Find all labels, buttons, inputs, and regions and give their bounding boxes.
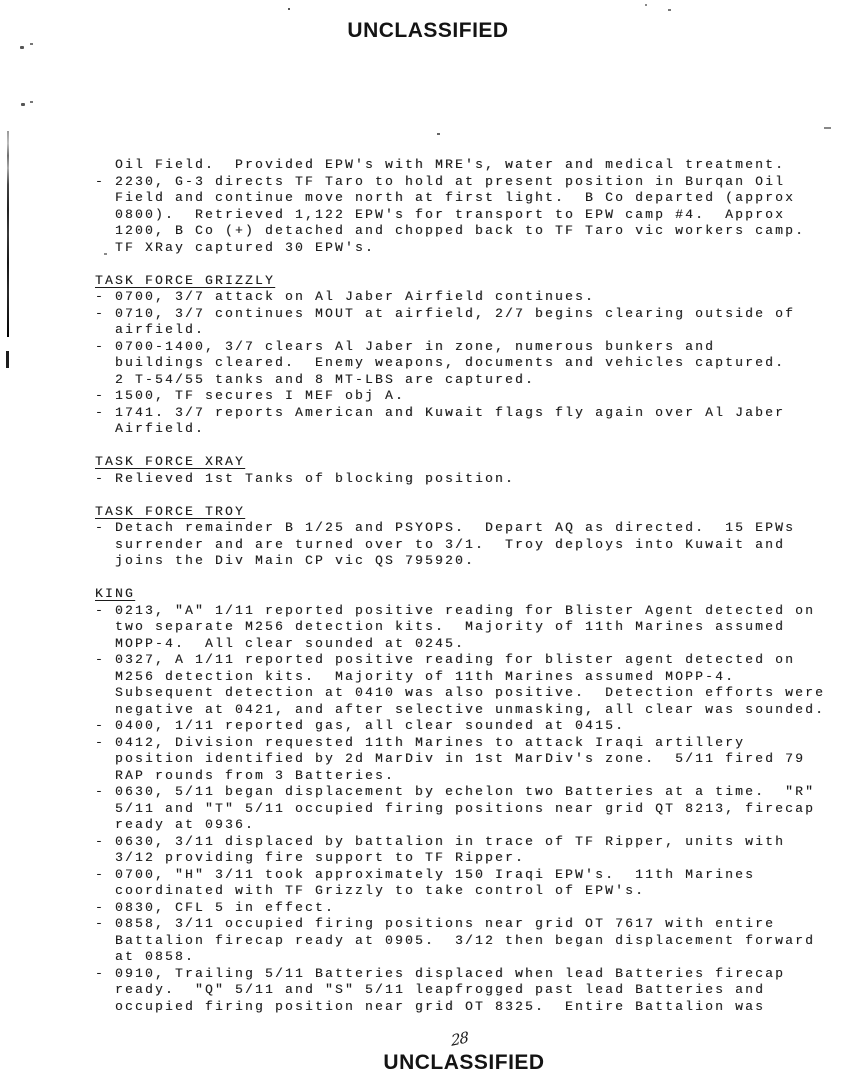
section-heading: TASK FORCE TROY bbox=[95, 503, 246, 519]
scan-artifact-dot bbox=[824, 127, 831, 129]
scan-artifact-dot bbox=[645, 4, 647, 6]
body-line: - 0630, 3/11 displaced by battalion in trace of TF Ripper, units with bbox=[95, 833, 786, 849]
body-line: - 1500, TF secures I MEF obj A. bbox=[95, 388, 406, 403]
body-line: - 1741. 3/7 reports American and Kuwait flags fly again over Al Jaber bbox=[95, 404, 786, 420]
body-line: airfield. bbox=[95, 322, 206, 337]
body-line: at 0858. bbox=[95, 949, 196, 964]
body-line: - 0400, 1/11 reported gas, all clear sounded at 0415. bbox=[95, 718, 626, 733]
scan-artifact-mark bbox=[6, 351, 9, 368]
body-line: MOPP-4. All clear sounded at 0245. bbox=[95, 635, 466, 651]
document-section bbox=[95, 454, 825, 487]
body-line: - 0710, 3/7 continues MOUT at airfield, 2/7 begins clearing outside of bbox=[95, 305, 796, 321]
document-section bbox=[95, 504, 825, 570]
body-line: surrender and are turned over to 3/1. Troy deploys into Kuwait and bbox=[95, 536, 786, 552]
body-line: - 0910, Trailing 5/11 Batteries displaced when lead Batteries firecap bbox=[95, 965, 786, 981]
body-line: - 2230, G-3 directs TF Taro to hold at present position in Burqan Oil bbox=[95, 173, 786, 189]
body-line: 1200, B Co (+) detached and chopped back to TF Taro vic workers camp. bbox=[95, 223, 806, 238]
scan-artifact-dot bbox=[437, 133, 440, 135]
scan-artifact-dot bbox=[21, 103, 25, 106]
body-line: - 0700, "H" 3/11 took approximately 150 Iraqi EPW's. 11th Marines bbox=[95, 866, 756, 882]
body-line: M256 detection kits. Majority of 11th Marines assumed MOPP-4. bbox=[95, 668, 736, 684]
scan-artifact-dot bbox=[20, 46, 24, 49]
body-line: ready at 0936. bbox=[95, 817, 256, 832]
document-section bbox=[95, 586, 825, 1015]
body-line: ready. "Q" 5/11 and "S" 5/11 leapfrogged past lead Batteries and bbox=[95, 982, 766, 997]
section-heading: KING bbox=[95, 586, 136, 601]
header-classification-banner: UNCLASSIFIED bbox=[347, 19, 509, 42]
body-line: position identified by 2d MarDiv in 1st MarDiv's zone. 5/11 fired 79 bbox=[95, 751, 806, 766]
body-line: - 0700-1400, 3/7 clears Al Jaber in zone, numerous bunkers and bbox=[95, 338, 716, 354]
scan-artifact-vertical-line bbox=[7, 131, 9, 337]
body-line: TF XRay captured 30 EPW's. bbox=[95, 239, 376, 255]
body-line: - 0327, A 1/11 reported positive reading for blister agent detected on bbox=[95, 652, 796, 667]
body-line: joins the Div Main CP vic QS 795920. bbox=[95, 553, 476, 568]
footer-classification-banner: UNCLASSIFIED bbox=[383, 1051, 545, 1074]
body-line: - 0213, "A" 1/11 reported positive reading for Blister Agent detected on bbox=[95, 602, 816, 618]
document-body bbox=[95, 157, 825, 1015]
body-line: - Detach remainder B 1/25 and PSYOPS. Depart AQ as directed. 15 EPWs bbox=[95, 520, 796, 535]
scan-artifact-dot bbox=[30, 101, 33, 103]
body-line: occupied firing position near grid OT 8325. Entire Battalion was bbox=[95, 998, 766, 1014]
body-line: - 0630, 5/11 began displacement by echelon two Batteries at a time. "R" bbox=[95, 784, 816, 799]
body-line: coordinated with TF Grizzly to take control of EPW's. bbox=[95, 883, 646, 898]
body-line: - 0858, 3/11 occupied firing positions near grid OT 7617 with entire bbox=[95, 916, 776, 931]
body-line: buildings cleared. Enemy weapons, documents and vehicles captured. bbox=[95, 355, 786, 370]
document-section bbox=[95, 157, 825, 256]
body-line: - 0412, Division requested 11th Marines to attack Iraqi artillery bbox=[95, 734, 746, 750]
body-line: - Relieved 1st Tanks of blocking position. bbox=[95, 470, 516, 486]
body-line: - 0700, 3/7 attack on Al Jaber Airfield continues. bbox=[95, 289, 596, 304]
body-line: Subsequent detection at 0410 was also positive. Detection efforts were bbox=[95, 685, 826, 700]
section-heading: TASK FORCE XRAY bbox=[95, 454, 246, 469]
body-line: - 0830, CFL 5 in effect. bbox=[95, 899, 336, 915]
document-section bbox=[95, 273, 825, 438]
section-heading: TASK FORCE GRIZZLY bbox=[95, 272, 276, 288]
body-line: RAP rounds from 3 Batteries. bbox=[95, 767, 396, 783]
body-line: 3/12 providing fire support to TF Ripper. bbox=[95, 850, 526, 865]
body-line: Airfield. bbox=[95, 421, 206, 436]
body-line: Battalion firecap ready at 0905. 3/12 then began displacement forward bbox=[95, 932, 816, 948]
body-line: 2 T-54/55 tanks and 8 MT-LBS are captured. bbox=[95, 371, 536, 387]
scan-artifact-dot bbox=[30, 43, 33, 45]
body-line: 0800). Retrieved 1,122 EPW's for transport to EPW camp #4. Approx bbox=[95, 206, 786, 222]
scan-artifact-dot bbox=[288, 8, 290, 10]
body-line: Oil Field. Provided EPW's with MRE's, water and medical treatment. bbox=[95, 157, 786, 172]
scan-artifact-dot bbox=[668, 9, 671, 11]
body-line: two separate M256 detection kits. Majority of 11th Marines assumed bbox=[95, 619, 786, 634]
handwritten-page-number: 28 bbox=[450, 1028, 469, 1050]
body-line: Field and continue move north at first light. B Co departed (approx bbox=[95, 190, 796, 205]
body-line: 5/11 and "T" 5/11 occupied firing positions near grid QT 8213, firecap bbox=[95, 800, 816, 816]
body-line: negative at 0421, and after selective unmasking, all clear was sounded. bbox=[95, 701, 826, 717]
